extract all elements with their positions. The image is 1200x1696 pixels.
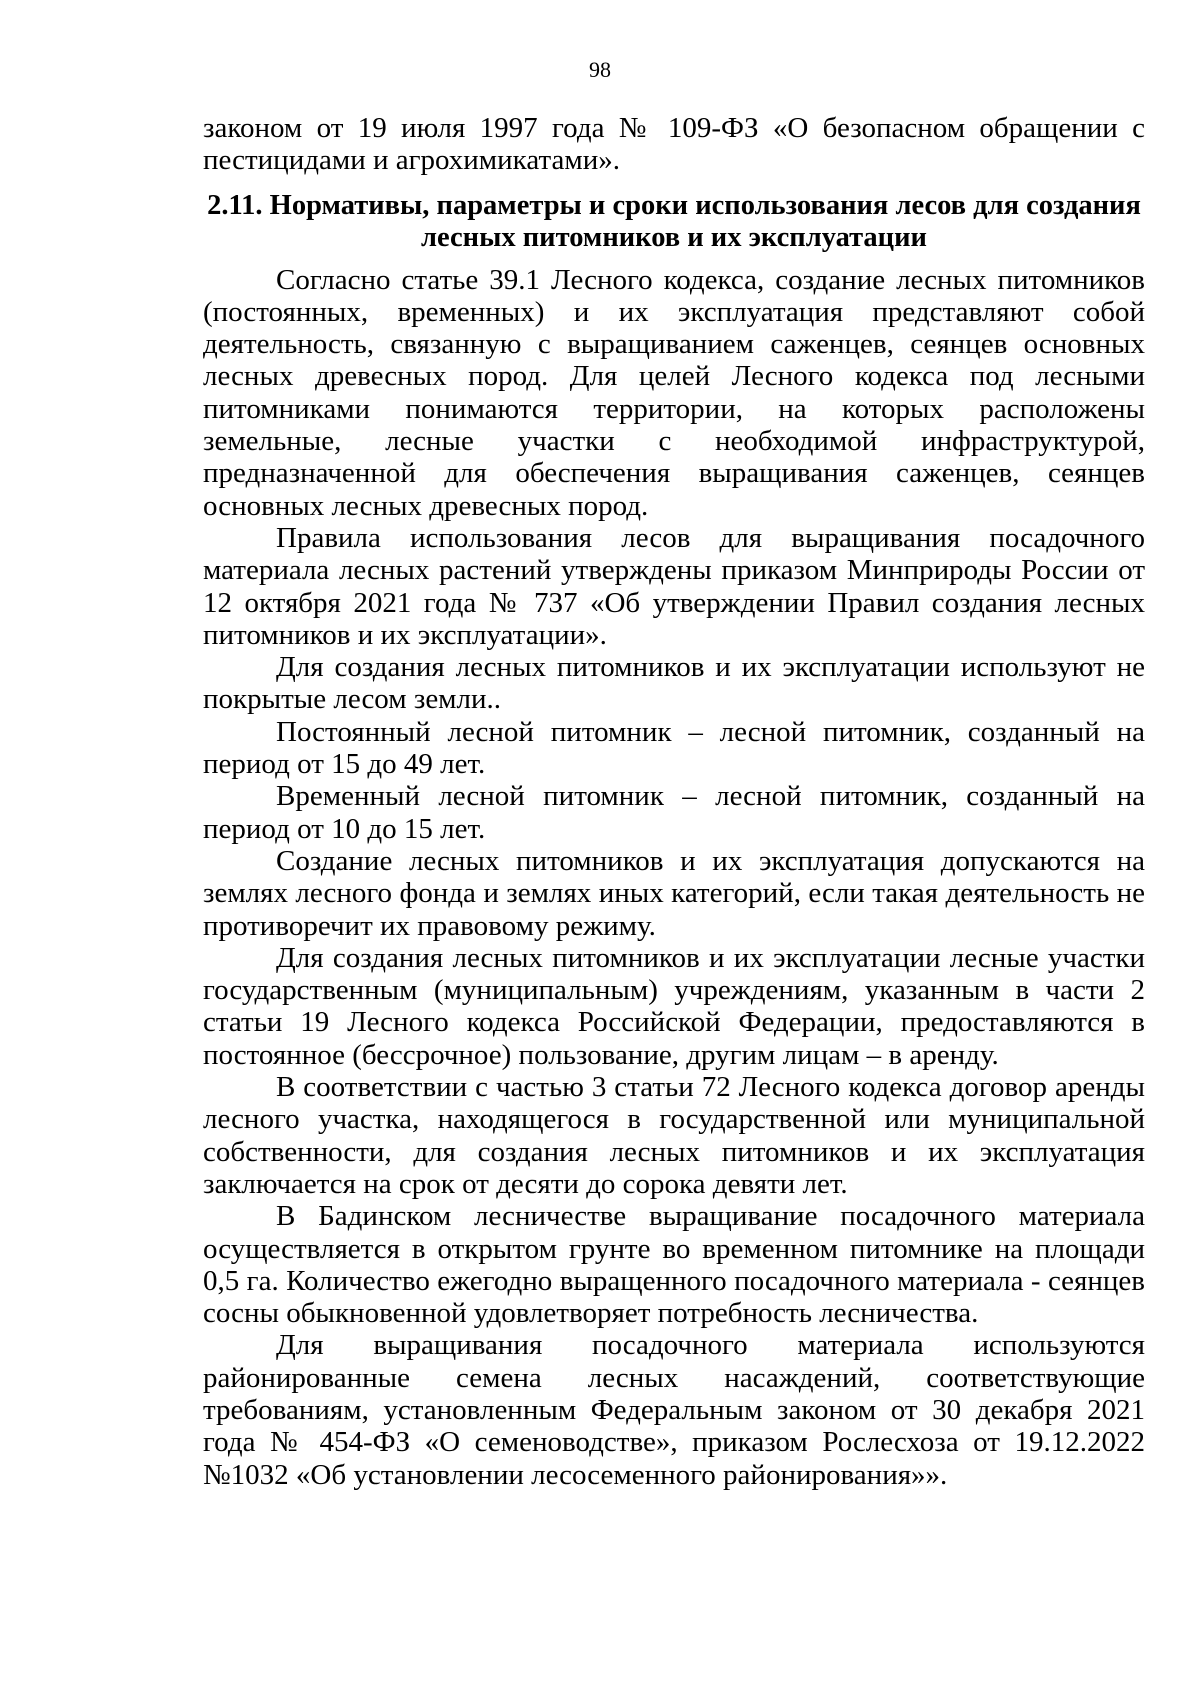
paragraph: Правила использования лесов для выращивания посадочного материала лесных растений утверждены приказом Минприроды России от 12 октября 2021 года № 737 «Об утверждении Правил создания лесных питомников и их эксплуатации». (203, 521, 1145, 651)
document-body (203, 112, 1145, 1491)
paragraph: Создание лесных питомников и их эксплуатация допускаются на землях лесного фонда и землях иных категорий, если такая деятельность не противоречит их правовому режиму. (203, 844, 1145, 942)
paragraph: В соответствии с частью 3 статьи 72 Лесного кодекса договор аренды лесного участка, находящегося в государственной или муниципальной собственности, для создания лесных питомников и их эксплуатация заключается на срок от десяти до сорока девяти лет. (203, 1071, 1145, 1200)
page-number: 98 (589, 57, 611, 82)
paragraph: Для создания лесных питомников и их эксплуатации используют не покрытые лесом земли.. (203, 651, 1145, 716)
paragraph: Для создания лесных питомников и их эксплуатации лесные участки государственным (муниципальным) учреждениям, указанным в части 2 статьи 19 Лесного кодекса Российской Федерации, предоставляются в постоянное (бессрочное) пользование, другим лицам – в аренду. (203, 941, 1145, 1071)
paragraph: Для выращивания посадочного материала используются районированные семена лесных насаждений, соответствующие требованиям, установленным Федеральным законом от 30 декабря 2021 года № 454-ФЗ «О семеноводстве», приказом Рослесхоза от 19.12.2022 №1032 «Об установлении лесосеменного районирования»». (203, 1329, 1145, 1491)
paragraph: В Бадинском лесничестве выращивание посадочного материала осуществляется в открытом грунте во временном питомнике на площади 0,5 га. Количество ежегодно выращенного посадочного материала - сеянцев сосны обыкновенной удовлетворяет потребность лесничества. (203, 1200, 1145, 1330)
paragraph: Временный лесной питомник – лесной питомник, созданный на период от 10 до 15 лет. (203, 780, 1145, 845)
paragraph: Постоянный лесной питомник – лесной питомник, созданный на период от 15 до 49 лет. (203, 715, 1145, 781)
paragraph: Согласно статье 39.1 Лесного кодекса, создание лесных питомников (постоянных, временных) и их эксплуатация представляют собой деятельность, связанную с выращиванием саженцев, сеянцев основных лесных древесных пород. Для целей Лесного кодекса под лесными питомниками понимаются территории, на которых расположены земельные, лесные участки с необходимой инфраструктурой, предназначенной для обеспечения выращивания саженцев, сеянцев основных лесных древесных пород. (203, 263, 1145, 522)
continuation-paragraph: законом от 19 июля 1997 года № 109-ФЗ «О безопасном обращении с пестицидами и агрохимикатами». (203, 112, 1145, 177)
section-heading: 2.11. Нормативы, параметры и сроки использования лесов для создания лесных питомников и их эксплуатации (207, 189, 1141, 253)
